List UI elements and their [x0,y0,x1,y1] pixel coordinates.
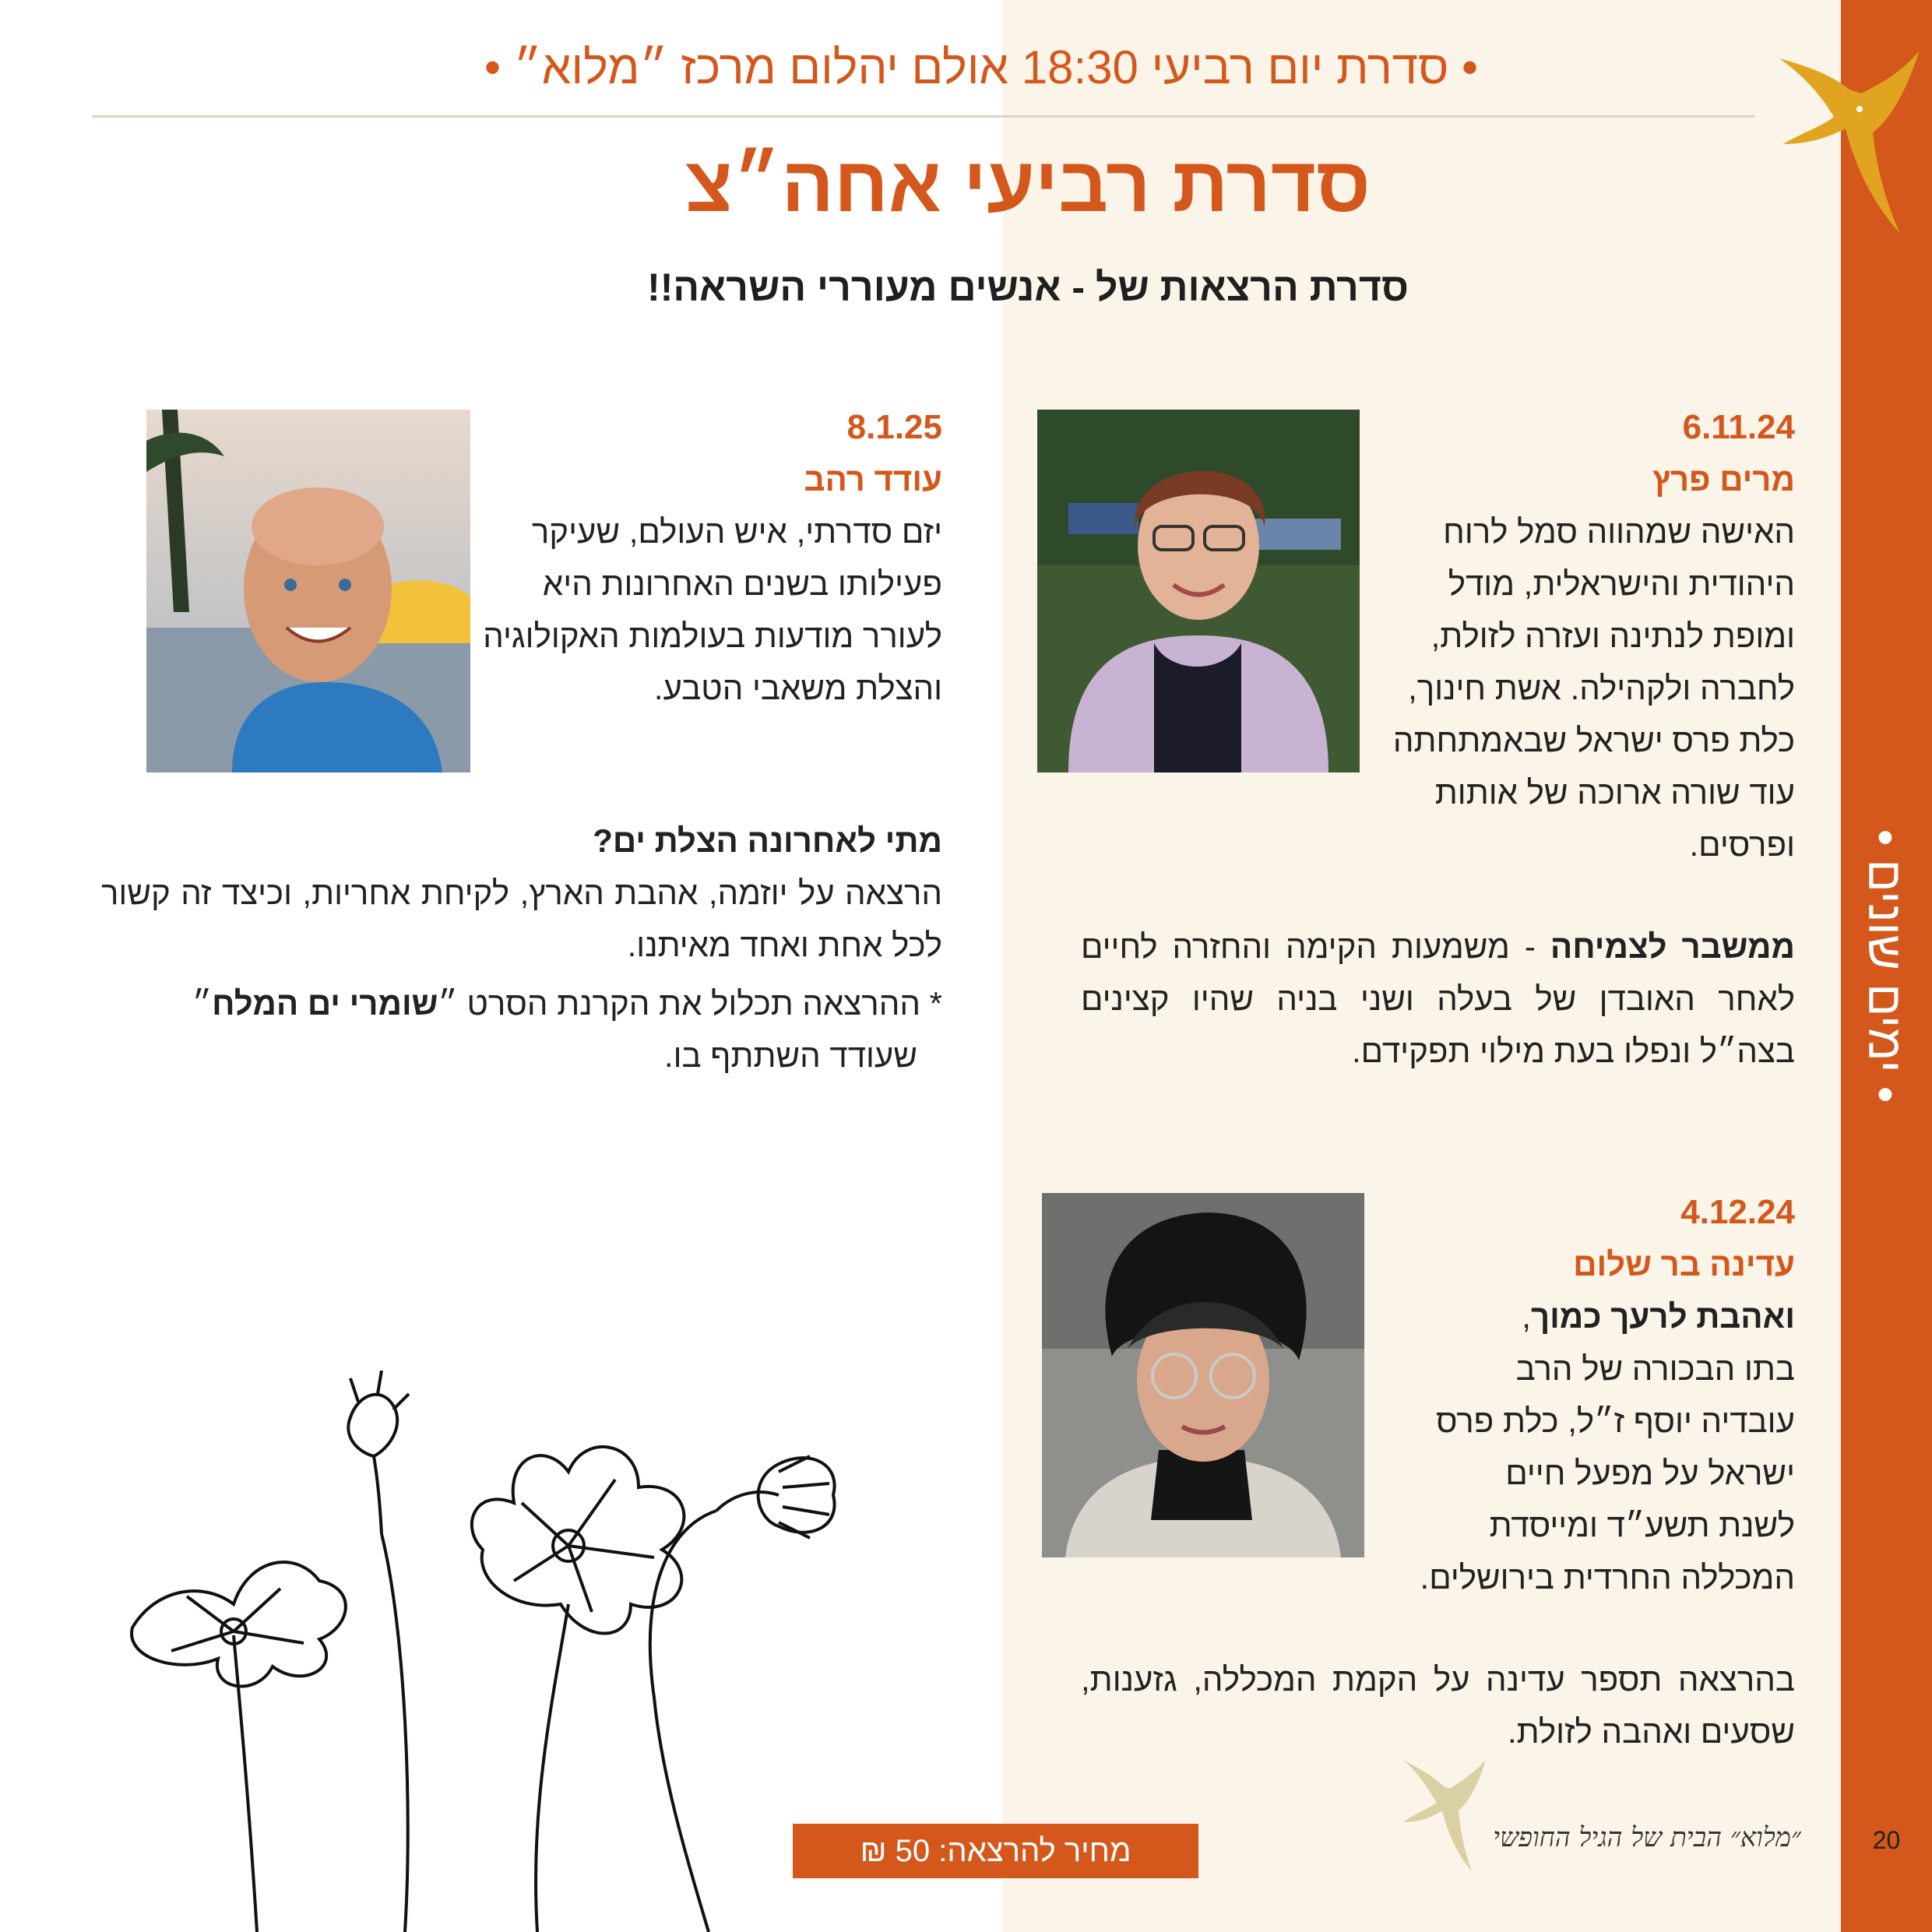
photo-miriam-peretz [1037,410,1360,772]
header-divider [92,115,1754,118]
bio-line: לעורר מודעות בעולמות האקולוגיה [483,618,942,654]
bio-line: עובדיה יוסף ז״ל, כלת פרס [1435,1402,1795,1439]
price-label: מחיר להרצאה: 50 ₪ [793,1824,1198,1878]
lecturer-name: עודד רהב [804,461,942,498]
bio-line: כלת פרס ישראל שבאמתחתה [1392,722,1795,758]
page-subtitle: סדרת הרצאות של - אנשים מעוררי השראה!! [647,266,1409,309]
bio-line: היהודית והישראלית, מודל [1448,565,1795,602]
lecture-quote: ואהבת לרעך כמוך, [1522,1298,1795,1335]
film-note: * ההרצאה תכלול את הקרנת הסרט ״שומרי ים המלח״ [192,985,942,1022]
flowers-illustration [93,1371,872,1932]
bio-line: פעילותו בשנים האחרונות היא [542,565,942,602]
page-number: 20 [1872,1826,1901,1854]
lecture-date: 6.11.24 [1682,408,1795,446]
photo-adina-bar-shalom [1042,1193,1364,1557]
lecture-topic-adina [1081,1653,1795,1758]
lecture-date: 4.12.24 [1680,1193,1795,1231]
side-label: • ימים שונים • [1858,829,1913,1103]
photo-oded-rahav [146,410,470,772]
topic-title: ממשבר לצמיחה [1550,928,1795,965]
bio-line: האישה שמהווה סמל לרוח [1443,513,1795,550]
bio-line: יזם סדרתי, איש העולם, שעיקר [531,513,942,550]
lecture-date: 8.1.25 [846,408,942,446]
header-text: • סדרת יום רביעי 18:30 אולם יהלום מרכז ״מלוא״ • [484,41,1479,93]
bird-icon [1402,1756,1487,1873]
lecture-adina-bar-shalom [1378,1186,1795,1603]
lecture-topic-miriam [1081,920,1795,1077]
topic-title: מתי לאחרונה הצלת ים? [593,822,942,859]
bio-line: בתו הבכורה של הרב [1515,1350,1795,1387]
bio-line: ומופת לנתינה ועזרה לזולת, [1431,618,1795,654]
lecture-oded-rahav [483,401,942,714]
bio-line: ישראל על מפעל חיים [1505,1455,1795,1491]
bio-line: והצלת משאבי הטבע. [653,670,942,706]
page-title: סדרת רביעי אחה״צ [685,141,1371,228]
bio-line: לשנת תשע״ד ומייסדת [1489,1507,1795,1543]
bio-line: המכללה החרדית בירושלים. [1420,1559,1795,1596]
bio-line: לחברה ולקהילה. אשת חינוך, [1408,670,1795,706]
lecturer-name: מרים פרץ [1652,461,1795,498]
lecturer-name: עדינה בר שלום [1573,1246,1795,1283]
bird-icon [1775,43,1923,238]
bio-line: ופרסים. [1689,826,1795,863]
lecture-miriam-peretz [1371,401,1795,871]
footer-text: ״מלוא״ הבית של הגיל החופשי [1493,1822,1801,1853]
film-note-line2: שעודד השתתף בו. [663,1037,917,1074]
lecture-topic-oded [101,815,942,1082]
topic-text: בהרצאה תספר עדינה על הקמת המכללה, גזענות, שסעים ואהבה לזולת. [1081,1661,1795,1750]
bio-line: עוד שורה ארוכה של אותות [1434,774,1795,811]
topic-text: הרצאה על יוזמה, אהבת הארץ, לקיחת אחריות, וכיצד זה קשור לכל אחת ואחד מאיתנו. [101,875,942,963]
topic-text: - משמעות הקימה והחזרה לחיים לאחר האובדן של בעלה ושני בניה שהיו קצינים בצה״ל ונפלו בעת מילוי תפקידם. [1081,928,1795,1069]
